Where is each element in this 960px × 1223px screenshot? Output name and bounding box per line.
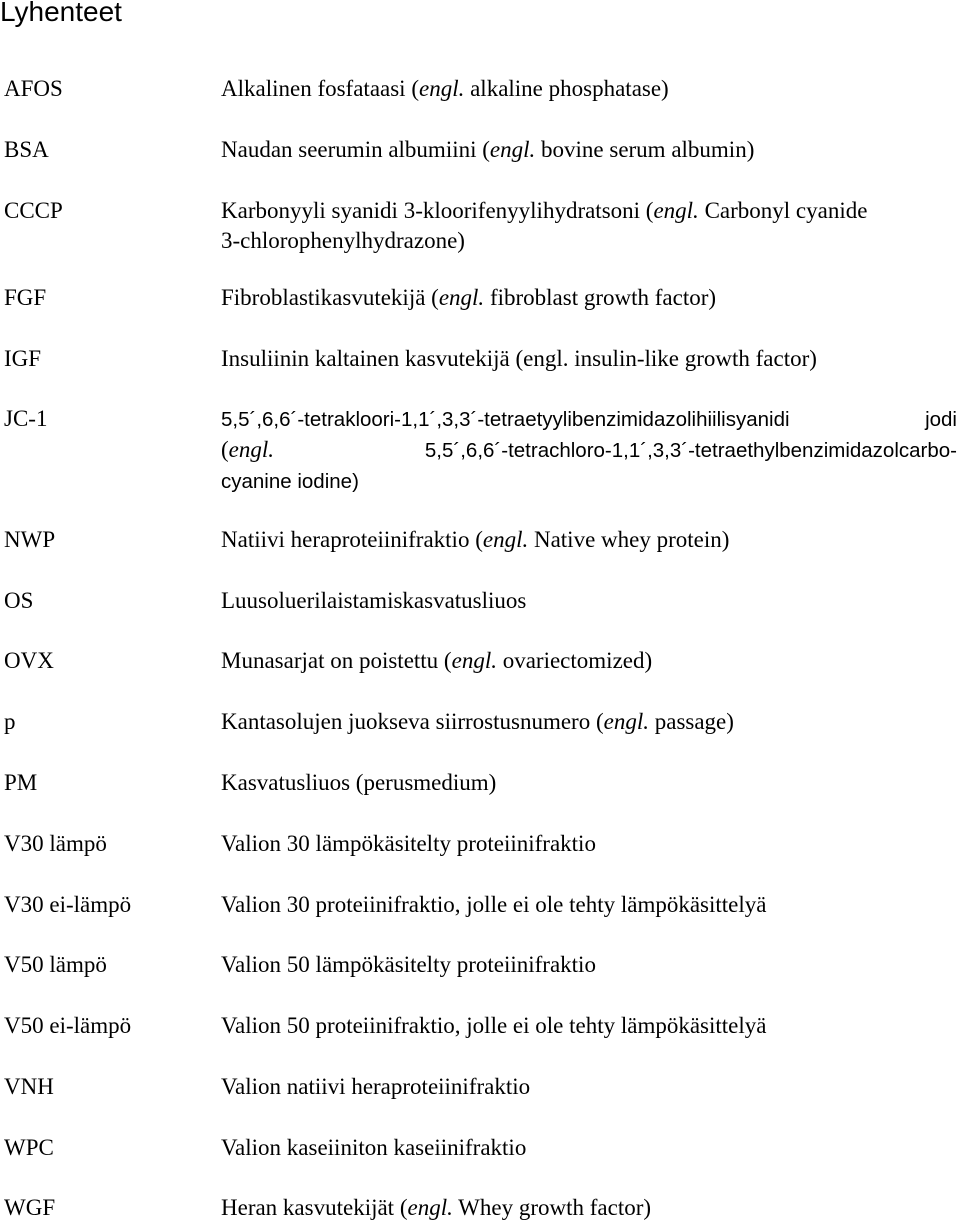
definition-text: Native whey protein) [528, 527, 730, 552]
language-marker: engl. [489, 137, 536, 162]
definition-text: Valion natiivi heraproteiinifraktio [221, 1074, 531, 1099]
definition-line [221, 1011, 957, 1041]
definition-text: Carbonyl cyanide [698, 198, 868, 223]
abbreviation-term: FGF [4, 285, 47, 310]
definition-text: alkaline phosphatase) [464, 76, 669, 101]
abbreviation-definition [221, 1193, 957, 1223]
abbreviation-term: NWP [4, 527, 56, 552]
definition-line [221, 283, 957, 313]
definition-line [221, 404, 957, 435]
abbreviation-term: V50 lämpö [4, 952, 107, 977]
definition-line [221, 1193, 957, 1223]
abbreviation-definition [221, 404, 957, 497]
definition-text: Valion 50 lämpökäsitelty proteiinifraktio [221, 952, 596, 977]
definition-line [221, 950, 957, 980]
definition-text: fibroblast growth factor) [484, 285, 717, 310]
language-marker: engl. [438, 285, 485, 310]
abbreviation-definition [221, 1011, 957, 1041]
abbreviation-definition [221, 1133, 957, 1163]
abbreviation-definition [221, 646, 957, 676]
definition-line [221, 707, 957, 737]
definition-text: Whey growth factor) [452, 1195, 652, 1220]
abbreviation-term: AFOS [4, 76, 63, 101]
definition-text: ( [221, 437, 229, 462]
definition-line [221, 829, 957, 859]
abbreviation-term: V50 ei-lämpö [4, 1013, 132, 1038]
abbreviation-term: IGF [4, 346, 42, 371]
language-marker: engl. [451, 648, 497, 673]
abbreviation-term: JC-1 [4, 406, 48, 431]
definition-line [221, 135, 957, 165]
definition-line [221, 768, 957, 798]
abbreviation-definition [221, 1072, 957, 1102]
abbreviation-definition [221, 74, 957, 104]
abbreviation-definition [221, 707, 957, 737]
definition-text: Heran kasvutekijät ( [221, 1195, 408, 1220]
language-marker: engl. [603, 709, 649, 734]
abbreviation-term: OS [4, 588, 34, 613]
definition-text: 5,5´,6,6´-tetrakloori-1,1´,3,3´-tetraetyylibenzimidazolihiilisyanidi jodi [221, 408, 957, 431]
abbreviation-term: WGF [4, 1195, 56, 1220]
definition-line [221, 435, 957, 466]
definition-text: Alkalinen fosfataasi ( [221, 76, 419, 101]
language-marker: engl. [228, 437, 275, 462]
abbreviation-term: V30 ei-lämpö [4, 892, 132, 917]
abbreviation-definition [221, 768, 957, 798]
abbreviation-definition [221, 950, 957, 980]
definition-line [221, 466, 957, 497]
definition-text: Valion 30 lämpökäsitelty proteiinifraktio [221, 831, 596, 856]
language-marker: engl. [653, 198, 699, 223]
language-marker: engl. [418, 76, 465, 101]
abbreviation-definition [221, 586, 957, 616]
definition-text: bovine serum albumin) [535, 137, 755, 162]
definition-text: 3-chlorophenylhydrazone) [221, 228, 465, 253]
definition-text: Valion kaseiiniton kaseiinifraktio [221, 1135, 527, 1160]
abbreviation-term: V30 lämpö [4, 831, 107, 856]
definition-line [221, 226, 957, 256]
language-marker: engl. [482, 527, 529, 552]
language-marker: engl. [407, 1195, 453, 1220]
definition-text: passage) [648, 709, 734, 734]
abbreviation-term: VNH [4, 1074, 54, 1099]
abbreviation-definition [221, 283, 957, 313]
definition-line [221, 1133, 957, 1163]
definition-line [221, 196, 957, 226]
definition-text: Naudan seerumin albumiini ( [221, 137, 490, 162]
definition-text: Luusoluerilaistamiskasvatusliuos [221, 588, 527, 613]
definition-text: Natiivi heraproteiinifraktio ( [221, 527, 483, 552]
definition-line [221, 586, 957, 616]
abbreviation-term: BSA [4, 137, 49, 162]
abbreviation-term: CCCP [4, 198, 63, 223]
definition-text: Kasvatusliuos (perusmedium) [221, 770, 497, 795]
abbreviation-term: p [4, 709, 16, 734]
abbreviation-term: WPC [4, 1135, 54, 1160]
definition-line [221, 525, 957, 555]
definition-text: Karbonyyli syanidi 3-kloorifenyylihydratsoni ( [221, 198, 654, 223]
definition-text: Valion 30 proteiinifraktio, jolle ei ole tehty lämpökäsittelyä [221, 892, 767, 917]
definition-text: Kantasolujen juokseva siirrostusnumero ( [221, 709, 604, 734]
definition-text: ovariectomized) [496, 648, 653, 673]
definition-text: Insuliinin kaltainen kasvutekijä (engl. insulin-like growth factor) [221, 346, 817, 371]
definition-text: cyanine iodine) [221, 470, 359, 493]
definition-text: Fibroblastikasvutekijä ( [221, 285, 439, 310]
abbreviation-definition [221, 890, 957, 920]
abbreviation-definition [221, 344, 957, 374]
definition-line [221, 1072, 957, 1102]
abbreviation-term: OVX [4, 648, 54, 673]
definition-line [221, 74, 957, 104]
definition-text: Munasarjat on poistettu ( [221, 648, 452, 673]
definition-line [221, 890, 957, 920]
abbreviation-definition [221, 829, 957, 859]
abbreviation-definition [221, 196, 957, 256]
definition-line [221, 646, 957, 676]
page-title: Lyhenteet [0, 0, 122, 27]
definition-line [221, 344, 957, 374]
abbreviation-definition [221, 135, 957, 165]
definition-text: Valion 50 proteiinifraktio, jolle ei ole tehty lämpökäsittelyä [221, 1013, 767, 1038]
abbreviation-definition [221, 525, 957, 555]
abbreviation-term: PM [4, 770, 38, 795]
definition-text: 5,5´,6,6´-tetrachloro-1,1´,3,3´-tetraethylbenzimidazolcarbo- [274, 439, 957, 462]
